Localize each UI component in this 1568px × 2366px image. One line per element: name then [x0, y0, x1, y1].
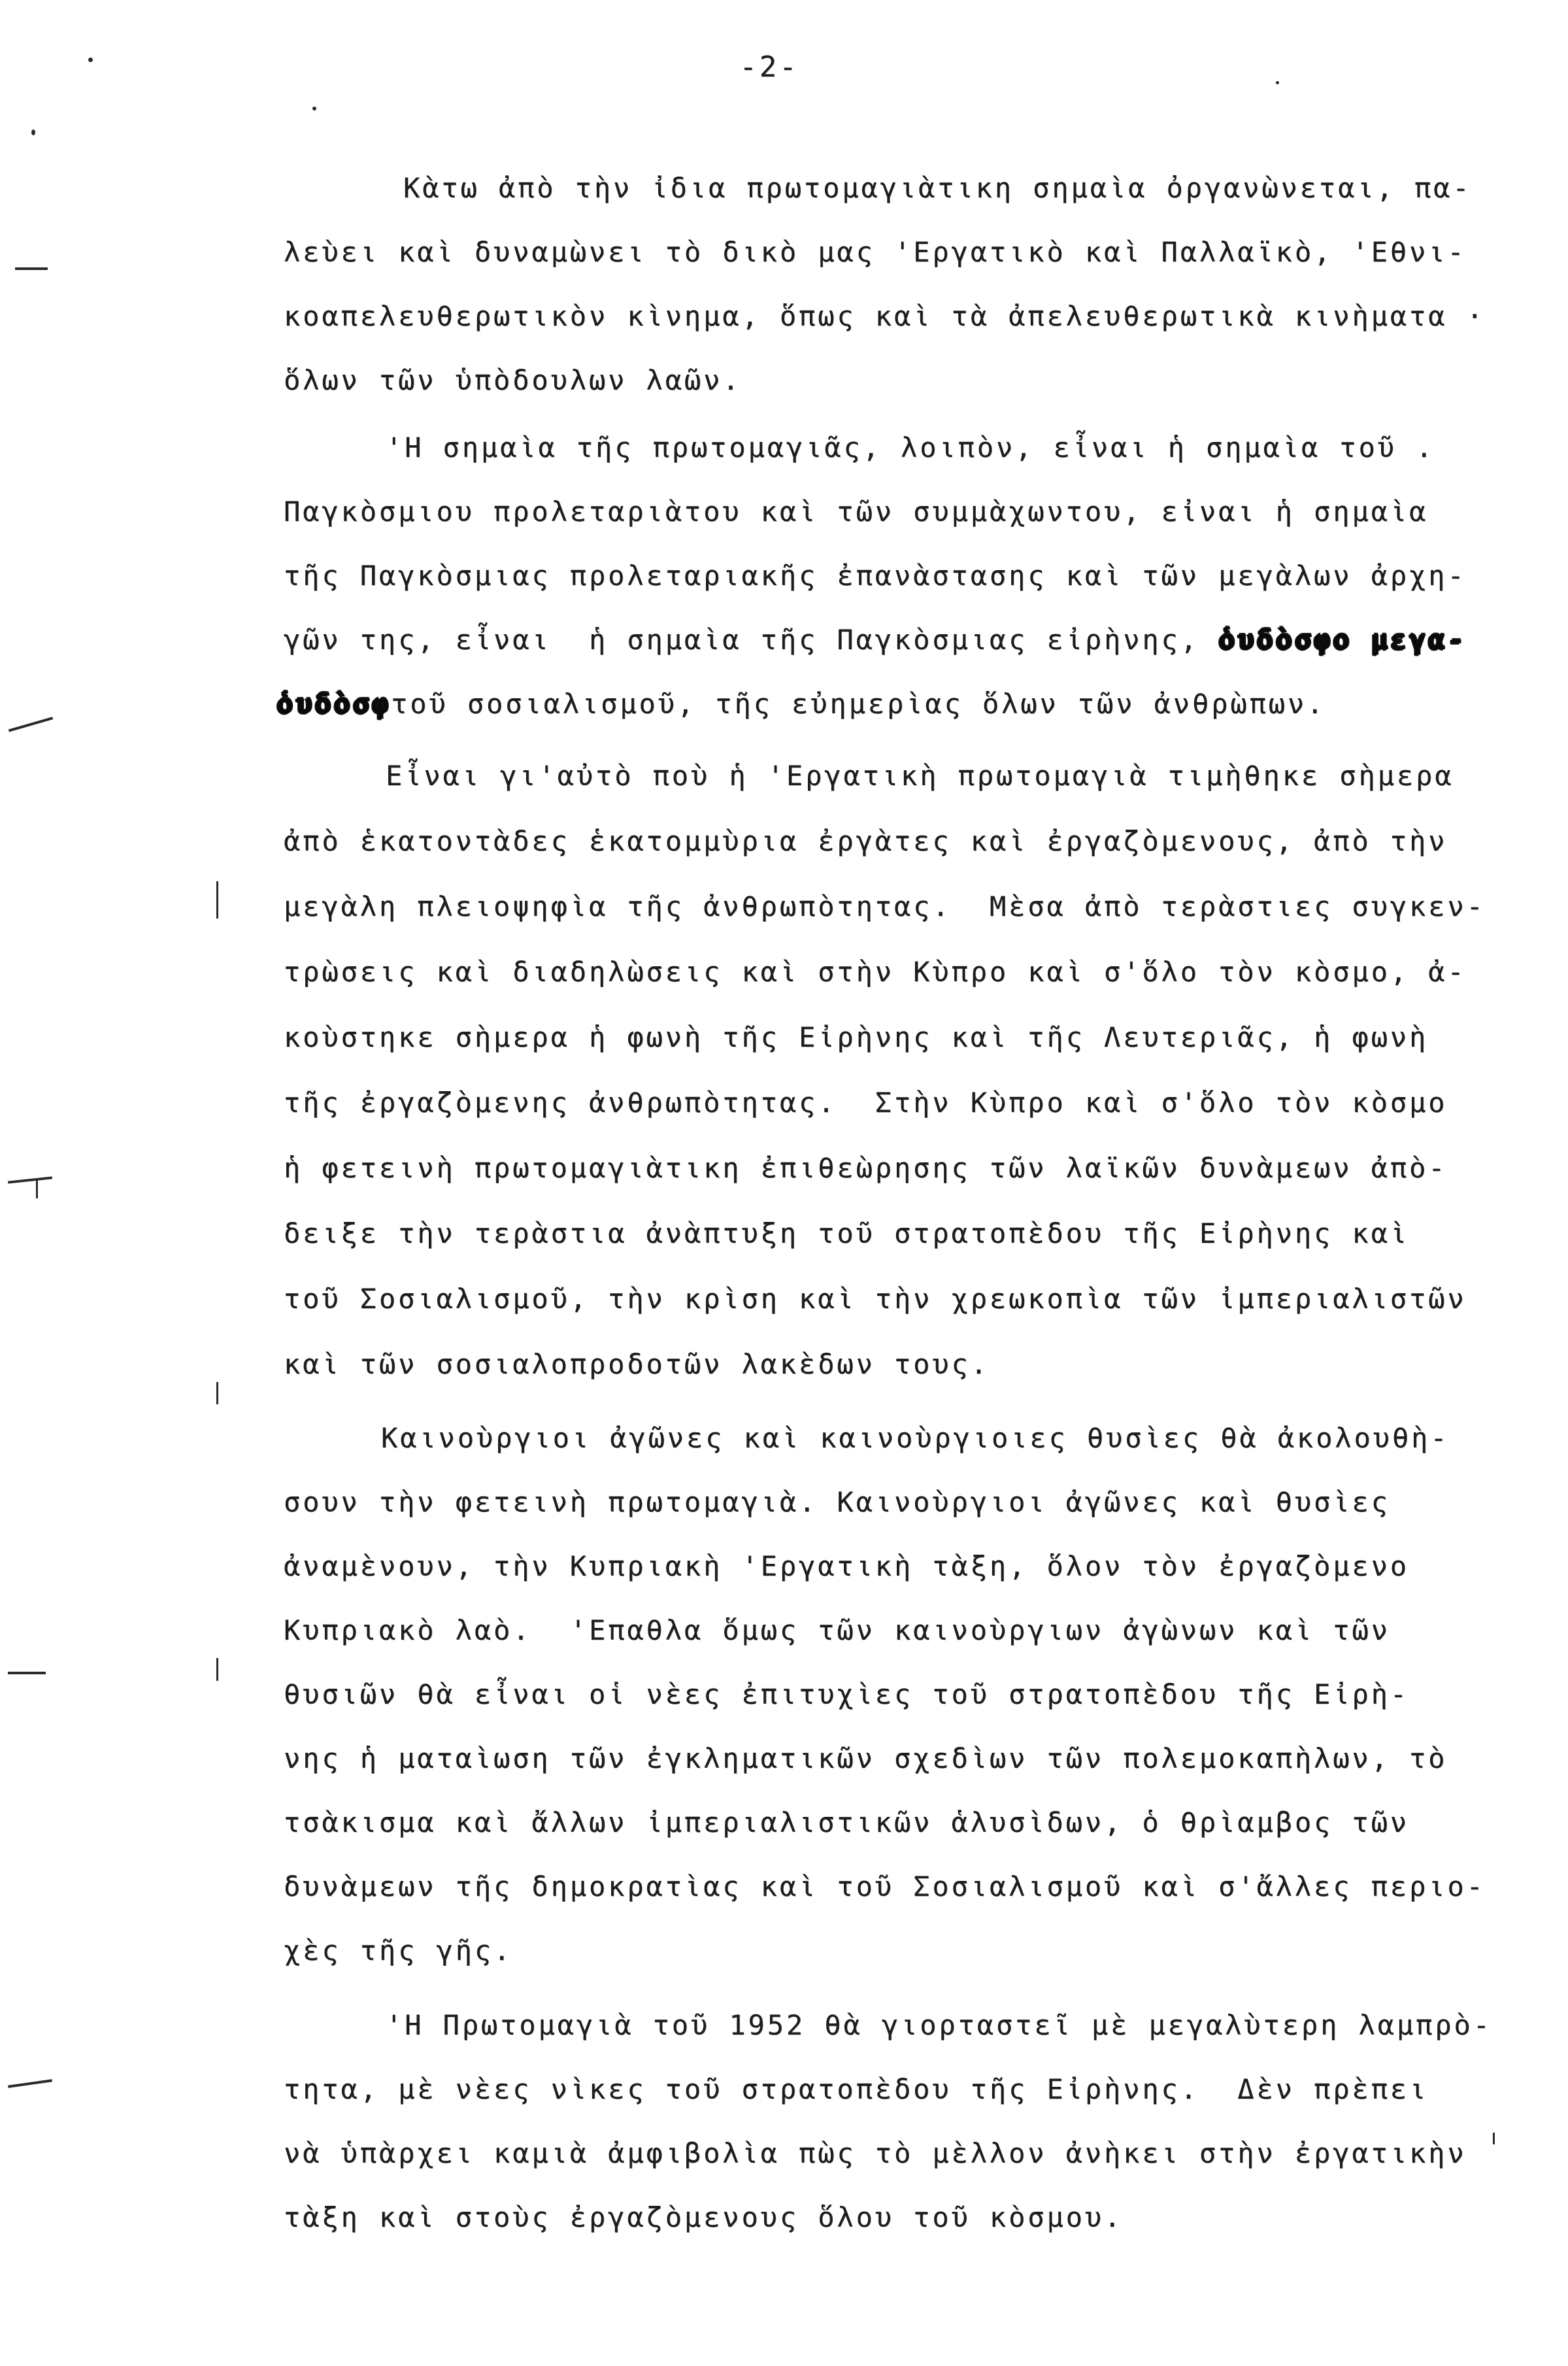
text-line: Καινοὺργιοι ἀγῶνες καὶ καινοὺργιοιες θυσὶες θὰ ἀκολουθὴ-	[381, 1422, 1450, 1454]
struck-text: ὁυδὸσφο μεγα-	[1218, 624, 1467, 656]
scan-mark	[312, 107, 316, 110]
text-line: δειξε τὴν τερὰστια ἀνὰπτυξη τοῦ στρατοπὲδου τῆς Εἰρὴνης καὶ	[284, 1217, 1409, 1249]
text-line: τῆς Παγκὸσμιας προλεταριακῆς ἐπανὰστασης καὶ τῶν μεγὰλων ἀρχη-	[284, 560, 1467, 592]
text-line: Παγκὸσμιου προλεταριὰτου καὶ τῶν συμμὰχωντου, εἰναι ἡ σημαὶα	[284, 496, 1429, 528]
text-line: καὶ τῶν σοσιαλοπροδοτῶν λακὲδων τους.	[284, 1348, 990, 1380]
scan-mark	[8, 1176, 52, 1183]
scan-mark	[216, 881, 218, 919]
text-line: Εἶναι γι'αὐτὸ ποὺ ἡ 'Εργατικὴ πρωτομαγιὰ τιμὴθηκε σὴμερα	[386, 760, 1454, 792]
text-line: τοῦ Σοσιαλισμοῦ, τὴν κρὶση καὶ τὴν χρεωκοπὶα τῶν ἰμπεριαλιστῶν	[284, 1283, 1467, 1315]
scan-mark	[8, 1672, 46, 1674]
text-line: χὲς τῆς γῆς.	[284, 1935, 513, 1967]
text-line	[276, 672, 1552, 736]
text-line: λεὺει καὶ δυναμὼνει τὸ δικὸ μας 'Εργατικὸ καὶ Παλλαϊκὸ, 'Εθνι-	[284, 236, 1467, 268]
text-line: ἀναμὲνουν, τὴν Κυπριακὴ 'Εργατικὴ τὰξη, ὅλον τὸν ἐργαζὸμενο	[284, 1550, 1409, 1582]
text-line: ἀπὸ ἑκατοντὰδες ἑκατομμὺρια ἐργὰτες καὶ ἐργαζὸμενους, ἀπὸ τὴν	[284, 825, 1448, 857]
scan-mark	[36, 1180, 38, 1198]
text-line: τρὼσεις καὶ διαδηλὼσεις καὶ στὴν Κὺπρο καὶ σ'ὅλο τὸν κὸσμο, ἀ-	[284, 956, 1467, 988]
line-text: τοῦ σοσιαλισμοῦ, τῆς εὐημερὶας ὅλων τῶν ἀνθρὼπων.	[391, 688, 1326, 720]
text-line: τῆς ἐργαζὸμενης ἀνθρωπὸτητας. Στὴν Κὺπρο καὶ σ'ὅλο τὸν κὸσμο	[284, 1087, 1448, 1119]
text-line: δυνὰμεων τῆς δημοκρατὶας καὶ τοῦ Σοσιαλισμοῦ καὶ σ'ἄλλες περιο-	[284, 1870, 1486, 1902]
text-line: τὰξη καὶ στοὺς ἐργαζὸμενους ὅλου τοῦ κὸσμου.	[284, 2201, 1124, 2233]
text-line: μεγὰλη πλειοψηφὶα τῆς ἀνθρωπὸτητας. Μὲσα ἀπὸ τερὰστιες συγκεν-	[284, 890, 1486, 922]
text-line: κοὺστηκε σὴμερα ἡ φωνὴ τῆς Εἰρὴνης καὶ τῆς Λευτεριᾶς, ἡ φωνὴ	[284, 1021, 1429, 1053]
text-line: 'Η σημαὶα τῆς πρωτομαγιᾶς, λοιπὸν, εἶναι ἡ σημαὶα τοῦ .	[386, 431, 1435, 464]
text-line: κοαπελευθερωτικὸν κὶνημα, ὅπως καὶ τὰ ἀπελευθερωτικὰ κινὴματα ·	[284, 300, 1486, 332]
paragraph	[284, 1406, 1552, 1983]
page-number: -2-	[739, 50, 799, 84]
scan-mark	[216, 1382, 218, 1404]
paragraph	[276, 416, 1552, 736]
text-line: ἡ φετεινὴ πρωτομαγιὰτικη ἐπιθεὼρησης τῶν λαϊκῶν δυνὰμεων ἀπὸ-	[284, 1152, 1448, 1184]
struck-text: ὁυδὸσφ	[276, 688, 392, 720]
scan-mark	[8, 717, 53, 732]
paragraph	[284, 743, 1552, 1397]
paragraph	[284, 156, 1552, 413]
line-text: γῶν της, εἶναι ἡ σημαὶα τῆς Παγκὸσμιας εἰρὴνης,	[284, 624, 1219, 656]
scan-mark	[8, 2079, 52, 2087]
text-line: ὅλων τῶν ὑπὸδουλων λαῶν.	[284, 364, 742, 396]
text-line: θυσιῶν θὰ εἶναι οἱ νὲες ἐπιτυχὶες τοῦ στρατοπὲδου τῆς Εἰρὴ-	[284, 1678, 1409, 1710]
text-line: Κυπριακὸ λαὸ. 'Επαθλα ὅμως τῶν καινοὺργιων ἀγὼνων καὶ τῶν	[284, 1614, 1390, 1646]
text-line: τητα, μὲ νὲες νὶκες τοῦ στρατοπὲδου τῆς Εἰρὴνης. Δὲν πρὲπει	[284, 2073, 1429, 2105]
text-line: σουν τὴν φετεινὴ πρωτομαγιὰ. Καινοὺργιοι ἀγῶνες καὶ θυσὶες	[284, 1486, 1390, 1518]
scan-mark	[15, 267, 48, 270]
text-line: τσὰκισμα καὶ ἄλλων ἰμπεριαλιστικῶν ἁλυσὶδων, ὁ θρὶαμβος τῶν	[284, 1806, 1409, 1838]
scan-mark	[1276, 81, 1279, 84]
scan-mark	[88, 58, 93, 62]
text-line: Κὰτω ἀπὸ τὴν ἰδια πρωτομαγιὰτικη σημαὶα ὀργανὼνεται, πα-	[403, 172, 1472, 204]
text-line: νὰ ὑπὰρχει καμιὰ ἀμφιβολὶα πὼς τὸ μὲλλον ἀνὴκει στὴν ἐργατικὴν	[284, 2137, 1467, 2169]
paragraph	[284, 1993, 1552, 2250]
scan-mark	[216, 1658, 218, 1681]
scan-mark	[31, 129, 35, 135]
text-line: 'Η Πρωτομαγιὰ τοῦ 1952 θὰ γιορταστεῖ μὲ μεγαλὺτερη λαμπρὸ-	[386, 2009, 1492, 2041]
text-line: νης ἡ ματαὶωση τῶν ἐγκληματικῶν σχεδὶων τῶν πολεμοκαπὴλων, τὸ	[284, 1742, 1448, 1774]
text-line	[284, 608, 1552, 672]
